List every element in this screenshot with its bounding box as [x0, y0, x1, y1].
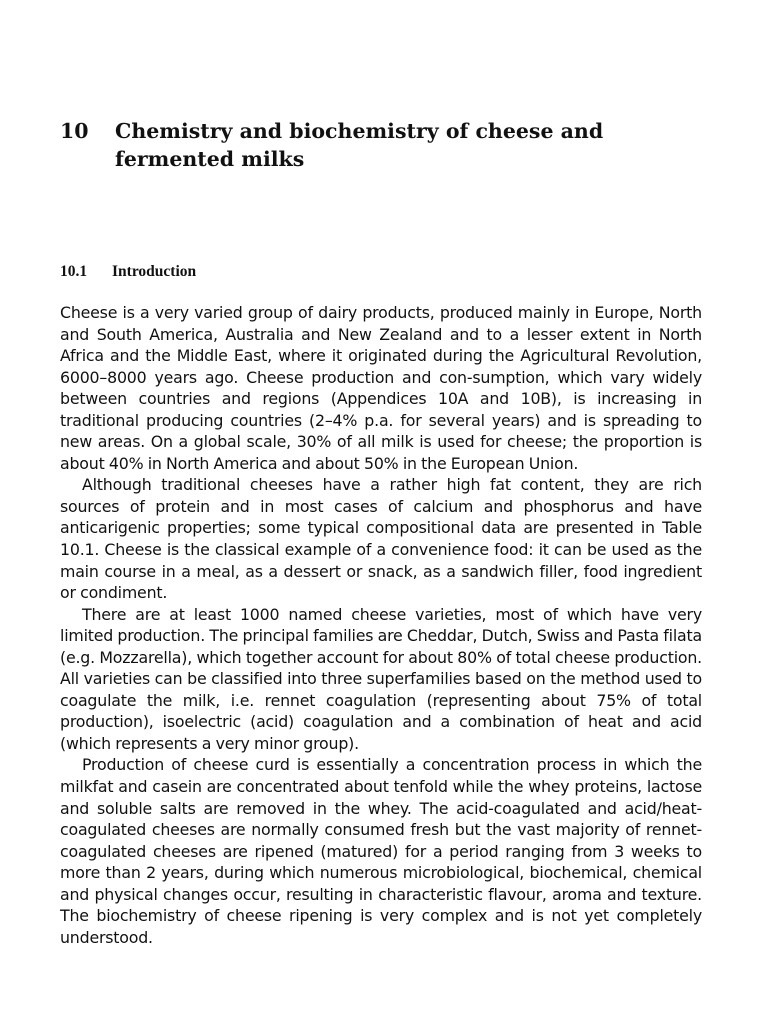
chapter-heading [60, 117, 700, 173]
section-number: 10.1 [60, 263, 88, 280]
chapter-title: Chemistry and biochemistry of cheese and fermented milks [115, 119, 604, 171]
chapter-number: 10 [60, 119, 89, 143]
section-title: Introduction [112, 263, 197, 280]
paragraph: Cheese is a very varied group of dairy products, produced mainly in Europe, North and South America, Australia and New Zealand and to a lesser extent in North Africa and the Middle East, where it originated during the Agricultural Revolution, 6000–8000 years ago. Cheese production and con-sumption, which vary widely between countries and regions (Appendices 10A and 10B), is increasing in traditional producing countries (2–4% p.a. for several years) and is spreading to new areas. On a global scale, 30% of all milk is used for cheese; the proportion is about 40% in North America and about 50% in the European Union. [60, 303, 702, 473]
section-heading [60, 262, 196, 282]
paragraph: There are at least 1000 named cheese varieties, most of which have very limited production. The principal families are Cheddar, Dutch, Swiss and Pasta filata (e.g. Mozzarella), which together account for about 80% of total cheese production. All varieties can be classified into three superfamilies based on the method used to coagulate the milk, i.e. rennet coagulation (representing about 75% of total production), isoelectric (acid) coagulation and a combination of heat and acid (which represents a very minor group). [60, 604, 702, 753]
paragraph: Production of cheese curd is essentially a concentration process in which the milkfat and casein are concentrated about tenfold while the whey proteins, lactose and soluble salts are removed in the whey. The acid-coagulated and acid/heat-coagulated cheeses are normally consumed fresh but the vast majority of rennet-coagulated cheeses are ripened (matured) for a period ranging from 3 weeks to more than 2 years, during which numerous microbiological, biochemical, chemical and physical changes occur, resulting in characteristic flavour, aroma and texture. The biochemistry of cheese ripening is very complex and is not yet completely understood. [60, 755, 702, 947]
body-text [60, 302, 702, 948]
paragraph: Although traditional cheeses have a rather high fat content, they are rich sources of protein and in most cases of calcium and phosphorus and have anticarigenic properties; some typical compositional data are presented in Table 10.1. Cheese is the classical example of a convenience food: it can be used as the main course in a meal, as a dessert or snack, as a sandwich filler, food ingredient or condiment. [60, 475, 702, 603]
